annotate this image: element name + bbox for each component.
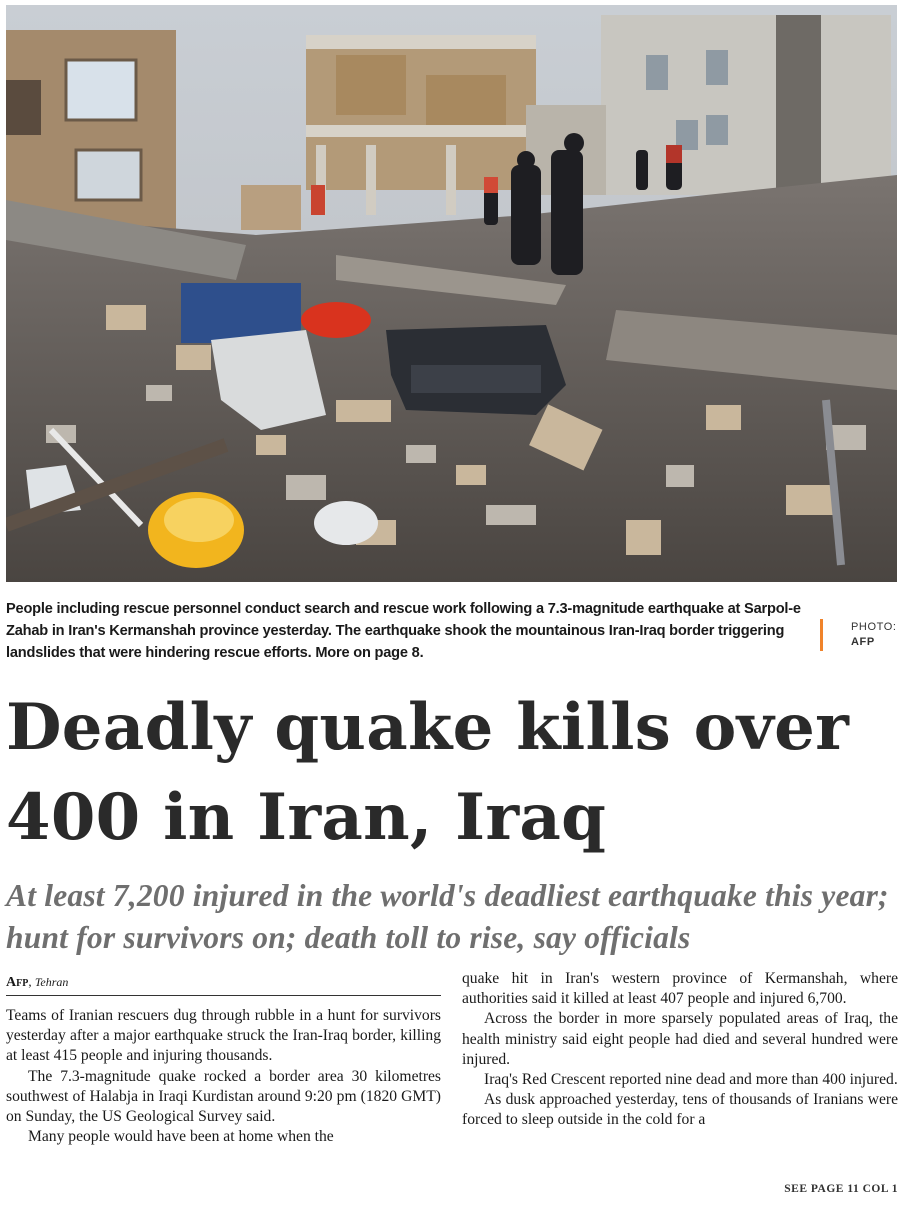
caption-more-link[interactable]: More on page 8. [315,645,424,661]
byline-city: Tehran [34,975,69,989]
paragraph: Iraq's Red Crescent reported nine dead and more than 400 injured. [484,1071,898,1089]
paragraph: The 7.3-magnitude quake rocked a border area 30 kilometres southwest of Halabja in Iraqi Kurdistan around 9:20 pm (1820 GMT) on Sunday, the US Geological Survey said. [6,1067,441,1126]
paragraph: Many people would have been at home when the [28,1128,334,1146]
photo-caption [6,598,806,664]
headline: Deadly quake kills over 400 in Iran, Iraq [6,690,850,855]
news-photo [6,5,897,582]
earthquake-rubble-photo-icon [6,5,897,582]
byline: Afp, Tehran [6,973,441,996]
photo-credit [851,620,897,650]
subheadline: At least 7,200 injured in the world's deadliest earthquake this year; hunt for survivors on; death toll to rise, say officials [6,878,889,955]
paragraph: As dusk approached yesterday, tens of thousands of Iranians were forced to sleep outside in the cold for a [462,1091,898,1129]
caption-text: People including rescue personnel conduct search and rescue work following a 7.3-magnitude earthquake at Sarpol-e Zahab in Iran's Kermanshah province yesterday. The earthquake shook the mountainous Iran-Iraq border triggering landslides that were hindering rescue efforts. [6,601,801,661]
paragraph: Across the border in more sparsely populated areas of Iraq, the health ministry said eight people had died and several hundred were injured. [462,1010,898,1068]
paragraph: Teams of Iranian rescuers dug through rubble in a hunt for survivors yesterday after a major earthquake struck the Iran-Iraq border, killing at least 415 people and injuring thousands. [6,1007,441,1065]
photo-credit-label: PHOTO: [851,621,897,633]
article-column-2 [462,969,898,1131]
article-column-1 [6,1006,441,1147]
byline-agency: Afp [6,975,29,990]
jump-line[interactable]: SEE PAGE 11 COL 1 [784,1183,898,1195]
photo-credit-source: AFP [851,636,875,648]
paragraph: quake hit in Iran's western province of Kermanshah, where authorities said it killed at least 407 people and injured 6,700. [462,970,898,1008]
credit-accent-bar [820,619,823,651]
